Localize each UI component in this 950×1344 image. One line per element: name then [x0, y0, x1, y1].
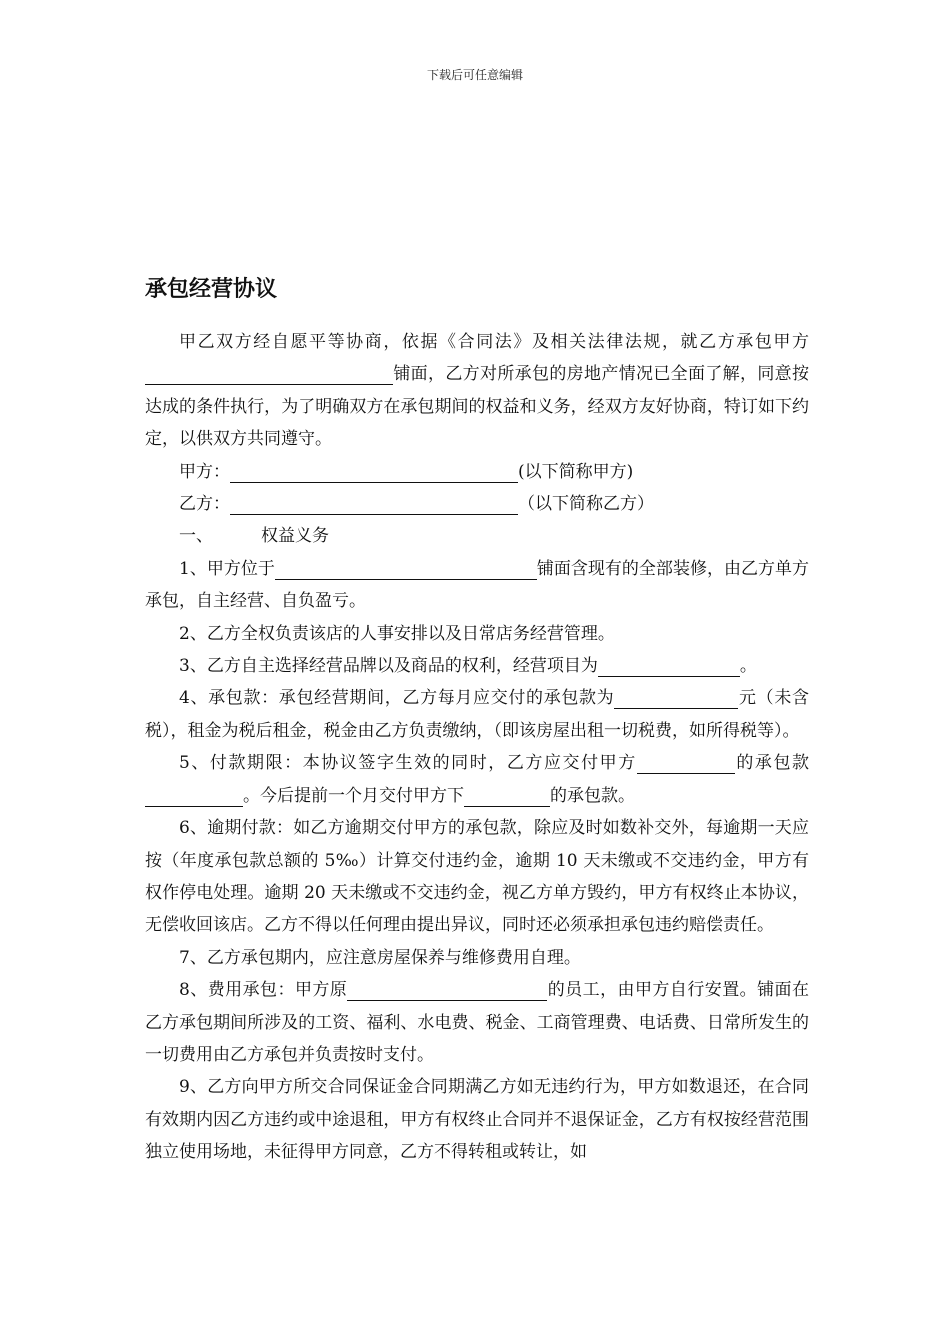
blank-original-staff[interactable] [347, 978, 547, 1001]
party-b-suffix: （以下简称乙方） [518, 494, 654, 515]
clause-5-text-b: 的承包款 [734, 753, 809, 774]
intro-text-2: 铺面，乙方对所承包的房地产情况已全面了解，同意按达成的条件执行，为了明确双方在承包期间的权益和义务，经双方友好协商，特订如下约定，以供双方共同遵守。 [145, 364, 809, 450]
document-title: 承包经营协议 [145, 277, 278, 302]
party-a-label: 甲方： [179, 461, 230, 482]
party-b-line [145, 488, 809, 520]
blank-party-a[interactable] [230, 460, 518, 483]
blank-first-payment-amount[interactable] [145, 784, 243, 807]
clause-1 [145, 553, 809, 618]
clause-4-text-a: 4、承包款：承包经营期间，乙方每月应交付的承包款为 [179, 688, 615, 709]
party-b-label: 乙方： [179, 494, 230, 515]
blank-monthly-fee[interactable] [614, 686, 738, 709]
clause-4 [145, 682, 809, 747]
blank-first-payment-period[interactable] [637, 751, 735, 774]
intro-text-1: 甲乙双方经自愿平等协商，依据《合同法》及相关法律法规，就乙方承包甲方 [179, 332, 809, 352]
blank-party-b[interactable] [230, 492, 518, 515]
clause-8-text-b: 的员工，由甲方自行安置。铺面在乙方承包期间所涉及的工资、福利、水电费、税金、工商管理费、电话费、日常所发生的一切费用由乙方承包并负责按时支付。 [145, 980, 809, 1065]
clause-3 [145, 650, 809, 682]
section-number: 一、 [179, 526, 213, 547]
section-title: 权益义务 [261, 526, 329, 547]
section-heading [145, 520, 809, 552]
clause-8 [145, 974, 809, 1071]
clause-8-text-a: 8、费用承包：甲方原 [179, 980, 348, 1001]
blank-shop-location[interactable] [145, 362, 393, 385]
clause-5-text-a: 5、付款期限：本协议签字生效的同时，乙方应交付甲方 [179, 753, 637, 774]
blank-business-scope[interactable] [598, 654, 740, 677]
clause-7: 7、乙方承包期内，应注意房屋保养与维修费用自理。 [179, 947, 581, 968]
clause-9: 9、乙方向甲方所交合同保证金合同期满乙方如无违约行为，甲方如数退还，在合同有效期内因乙方违约或中途退租，甲方有权终止合同并不退保证金，乙方有权按经营范围独立使用场地，未征得甲方同意，乙方不得转租或转让，如 [145, 1077, 809, 1163]
blank-next-payment-period[interactable] [464, 784, 550, 807]
clause-3-text-b: 。 [739, 656, 757, 677]
party-a-line [145, 456, 809, 488]
clause-6: 6、逾期付款：如乙方逾期交付甲方的承包款，除应及时如数补交外，每逾期一天应按（年度承包款总额的 5‰）计算交付违约金，逾期 10 天未缴或不交违约金，甲方有权作停电处理。逾期 20 天未缴或不交违约金，视乙方单方毁约，甲方有权终止本协议，无偿收回该店。乙方不得以任何理由提出异议，同时还必须承担承包违约赔偿责任。 [145, 818, 809, 936]
party-a-suffix: (以下简称甲方) [518, 461, 634, 482]
clause-2: 2、乙方全权负责该店的人事安排以及日常店务经营管理。 [179, 623, 615, 644]
blank-shop-address[interactable] [275, 557, 537, 580]
clause-3-text-a: 3、乙方自主选择经营品牌以及商品的权利，经营项目为 [179, 656, 598, 677]
page-header: 下载后可任意编辑 [426, 68, 523, 82]
clause-1-text-a: 1、甲方位于 [179, 558, 275, 579]
document-body [145, 326, 809, 1169]
clause-5 [145, 747, 809, 812]
clause-5-text-d: 的承包款。 [550, 785, 635, 806]
clause-5-text-c: 。今后提前一个月交付甲方下 [243, 785, 464, 806]
clause-1-text-b: 铺面含现有的全部装修，由乙方单方承包，自主经营、自负盈亏。 [145, 558, 809, 612]
clause-4-text-b: 元（未含税），租金为税后租金，税金由乙方负责缴纳，（即该房屋出租一切税费，如所得税等）。 [145, 688, 809, 741]
intro-paragraph [145, 326, 809, 456]
